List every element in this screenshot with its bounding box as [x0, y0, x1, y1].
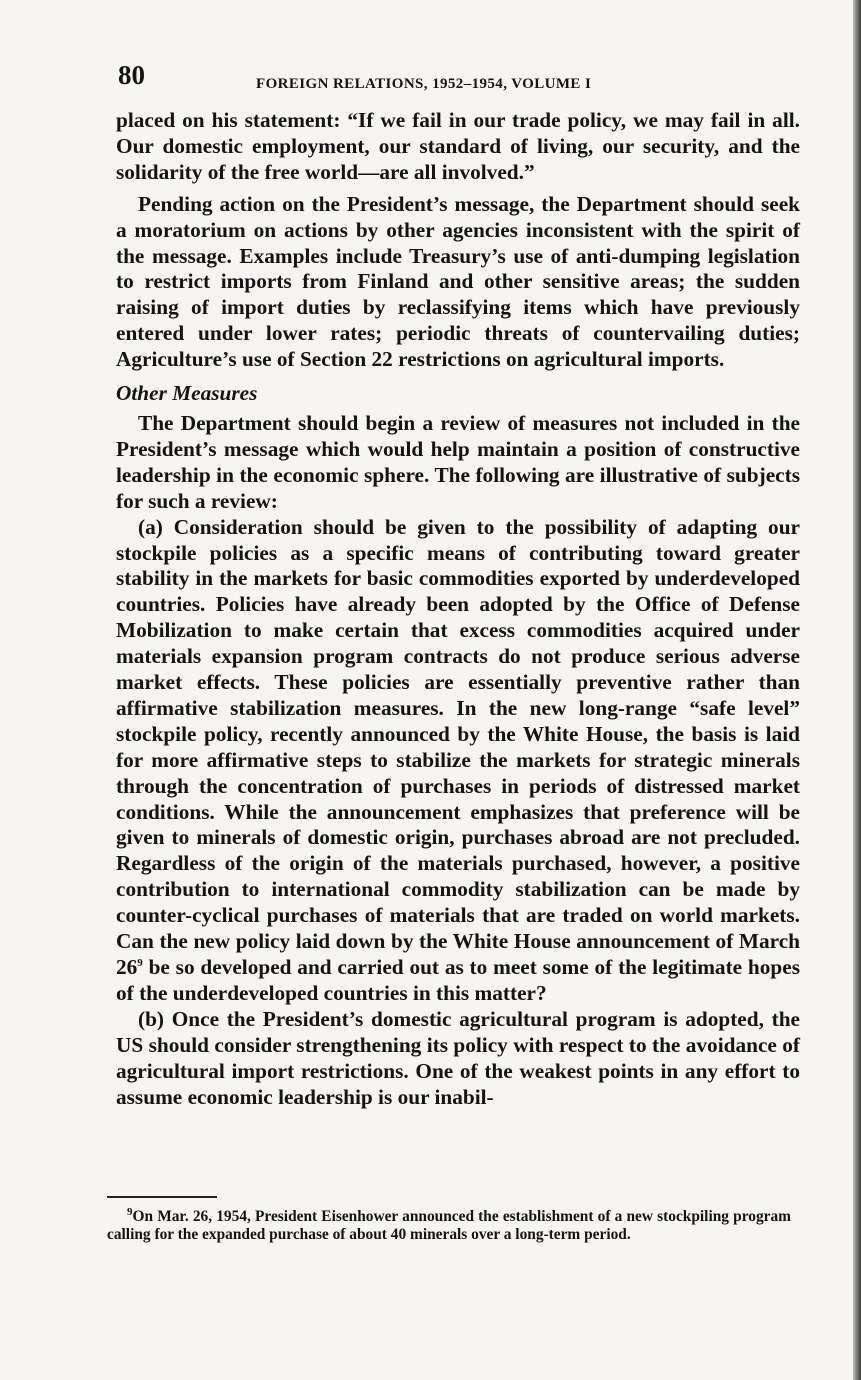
footnote-text: On Mar. 26, 1954, President Eisenhower announced the establishment of a new stockpiling program calling for the expanded purchase of about 40 minerals over a long-term period. — [107, 1208, 791, 1243]
paragraph-a-text-2: be so developed and carried out as to meet some of the legitimate hopes of the underdeveloped countries in this matter? — [116, 955, 800, 1005]
footnote-rule — [107, 1196, 217, 1198]
page-edge-shadow — [853, 0, 861, 1380]
page-number: 80 — [118, 60, 145, 90]
section-heading: Other Measures — [116, 381, 258, 406]
running-head: FOREIGN RELATIONS, 1952–1954, VOLUME I — [256, 76, 592, 92]
body-text — [116, 108, 800, 1110]
paragraph-continuation: placed on his statement: “If we fail in our trade policy, we may fail in all. Our domestic employment, our standard of living, our security, and the solidarity of the free world—are all involved.” — [116, 108, 800, 184]
paragraph-moratorium: Pending action on the President’s message, the Department should seek a moratorium on actions by other agencies inconsistent with the spirit of the message. Examples include Treasury’s use of anti-dumping legislation to restrict imports from Finland and other sensitive areas; the sudden raising of import duties by reclassifying items which have previously entered under lower rates; periodic threats of countervailing duties; Agriculture’s use of Section 22 restrictions on agricultural imports. — [116, 191, 800, 372]
page-header — [118, 60, 738, 94]
footnote-reference: 9 — [137, 956, 143, 969]
paragraph-a-text-1: (a) Consideration should be given to the possibility of adapting our stockpile policies as a specific means of contributing toward greater stability in the markets for basic commodities exported by underdeveloped countries. Policies have already been adopted by the Office of Defense Mobilization to make certain that excess commodities acquired under materials expansion program contracts do not produce serious adverse market effects. These policies are essentially preventive rather than affirmative stabilization measures. In the new long-range “safe level” stockpile policy, recently announced by the White House, the basis is laid for more affirmative steps to stabilize the markets for strategic minerals through the concentration of purchases in periods of distressed market conditions. While the announcement emphasizes that preference will be given to minerals of domestic origin, purchases abroad are not precluded. Regardless of the origin of the materials purchased, however, a positive contribution to international commodity stabilization can be made by counter-cyclical purchases of materials that are traded on world markets. Can the new policy laid down by the White House announcement of March 26 — [116, 514, 800, 979]
footnote — [107, 1205, 791, 1243]
footnote-marker: 9 — [127, 1205, 133, 1218]
paragraph-a-stockpile — [116, 515, 800, 1007]
paragraph-b-agriculture: (b) Once the President’s domestic agricultural program is adopted, the US should consider strengthening its policy with respect to the avoidance of agricultural import restrictions. One of the weakest points in any effort to assume economic leadership is our inabil- — [116, 1006, 800, 1109]
paragraph-review: The Department should begin a review of measures not included in the President’s message which would help maintain a position of constructive leadership in the economic sphere. The following are illustrative of subjects for such a review: — [116, 410, 800, 513]
